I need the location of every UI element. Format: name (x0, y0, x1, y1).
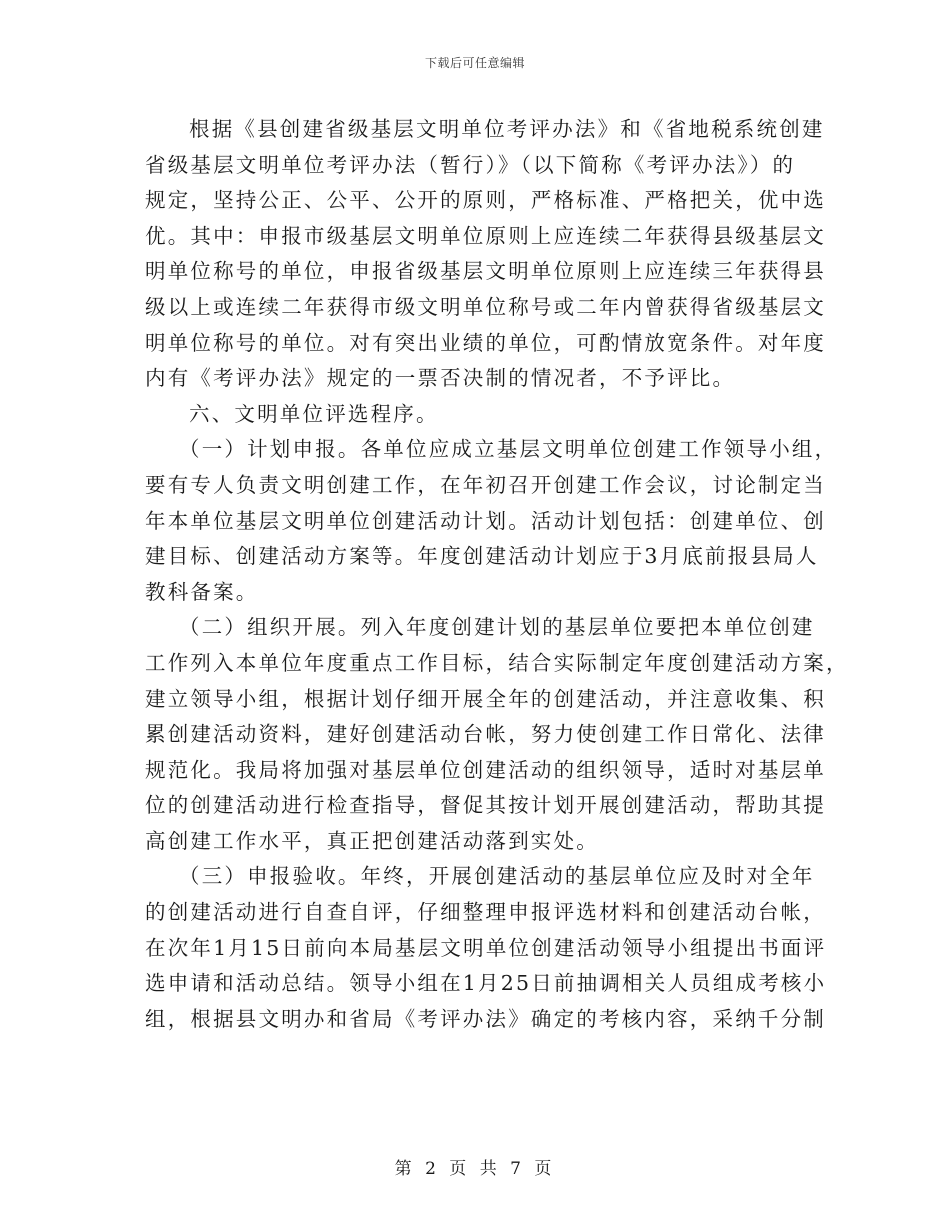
text-line: 的创建活动进行自查自评，仔细整理申报评选材料和创建活动台帐， (145, 900, 826, 925)
text-line: 要有专人负责文明创建工作，在年初召开创建工作会议，讨论制定当 (145, 472, 826, 497)
section-heading: 六、文明单位评选程序。 (189, 401, 439, 426)
text-line: 位的创建活动进行检查指导，督促其按计划开展创建活动，帮助其提 (145, 793, 826, 818)
text-line: 建目标、创建活动方案等。年度创建活动计划应于3月底前报县局人 (145, 544, 819, 569)
text-line: 规定，坚持公正、公平、公开的原则，严格标准、严格把关，优中选 (145, 188, 826, 213)
text-line: 累创建活动资料，建好创建活动台帐，努力使创建工作日常化、法律 (145, 722, 826, 747)
text-line: 在次年1月15日前向本局基层文明单位创建活动领导小组提出书面评 (145, 935, 827, 960)
text-line: （一）计划申报。各单位应成立基层文明单位创建工作领导小组， (179, 437, 838, 462)
page-number: 第 2 页 共 7 页 (394, 1159, 556, 1179)
text-line: 级以上或连续二年获得市级文明单位称号或二年内曾获得省级基层文 (145, 294, 826, 319)
document-body (145, 112, 849, 1037)
text-line: 规范化。我局将加强对基层单位创建活动的组织领导，适时对基层单 (145, 757, 826, 782)
text-line: 根据《县创建省级基层文明单位考评办法》和《省地税系统创建 (189, 117, 825, 141)
text-line: 省级基层文明单位考评办法（暂行）》（以下简称《考评办法》）的 (145, 152, 796, 177)
text-line: （二）组织开展。列入年度创建计划的基层单位要把本单位创建 (179, 615, 815, 640)
page-header: 下载后可任意编辑 (424, 56, 525, 70)
text-line: 内有《考评办法》规定的一票否决制的情况者，不予评比。 (145, 366, 736, 391)
text-line: 教科备案。 (145, 579, 259, 604)
text-line: 优。其中：申报市级基层文明单位原则上应连续二年获得县级基层文 (145, 223, 826, 248)
text-line: 选申请和活动总结。领导小组在1月25日前抽调相关人员组成考核小 (145, 971, 827, 996)
text-line: 建立领导小组，根据计划仔细开展全年的创建活动，并注意收集、积 (145, 686, 826, 711)
text-line: （三）申报验收。年终，开展创建活动的基层单位应及时对全年 (179, 864, 815, 889)
text-line: 高创建工作水平，真正把创建活动落到实处。 (145, 828, 599, 853)
text-line: 工作列入本单位年度重点工作目标，结合实际制定年度创建活动方案， (145, 650, 849, 675)
text-line: 明单位称号的单位。对有突出业绩的单位，可酌情放宽条件。对年度 (145, 330, 826, 355)
text-line: 明单位称号的单位，申报省级基层文明单位原则上应连续三年获得县 (145, 259, 826, 284)
text-line: 组，根据县文明办和省局《考评办法》确定的考核内容，采纳千分制 (145, 1006, 826, 1031)
text-line: 年本单位基层文明单位创建活动计划。活动计划包括：创建单位、创 (145, 508, 826, 533)
